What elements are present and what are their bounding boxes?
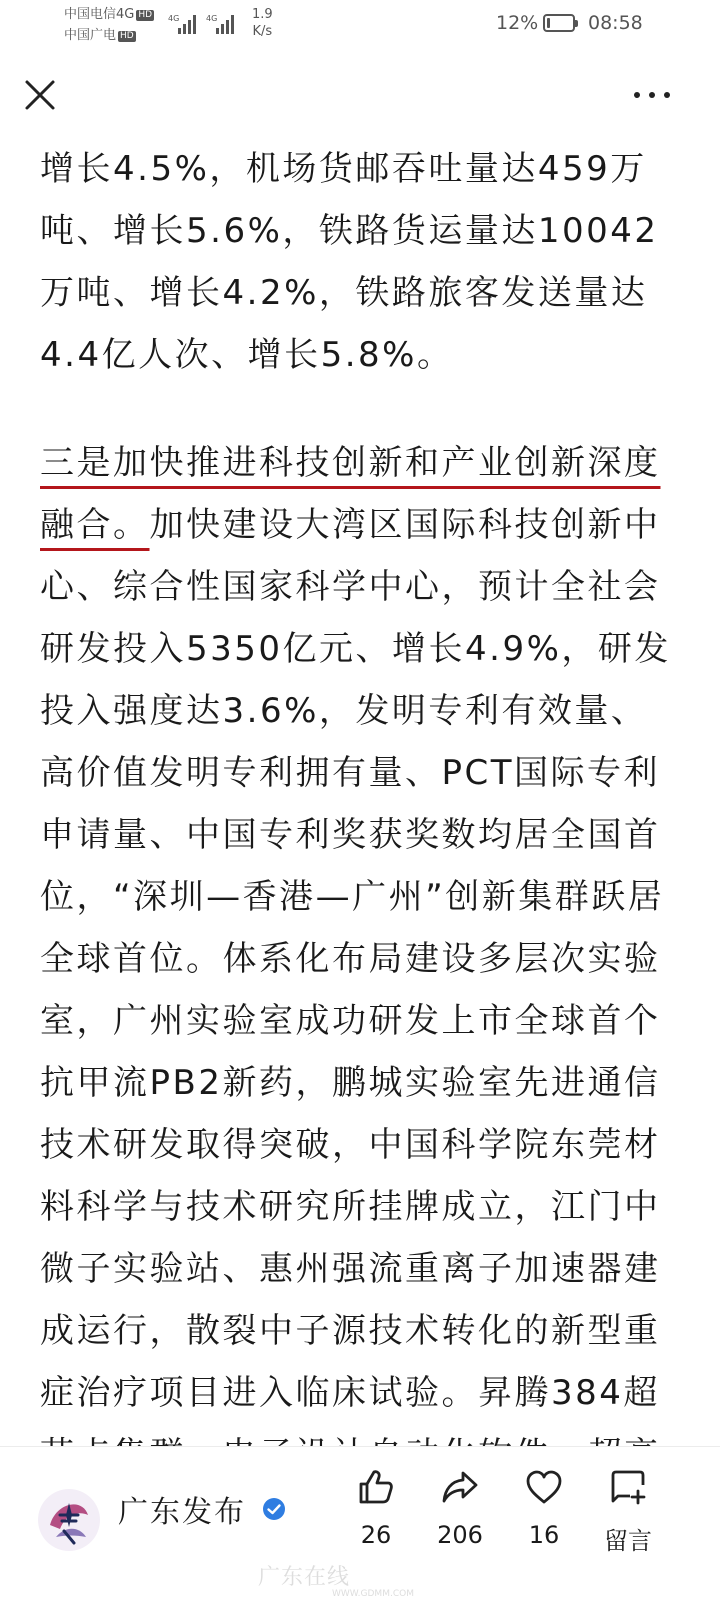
article-paragraph bbox=[40, 432, 680, 1486]
clock: 08:58 bbox=[588, 12, 643, 34]
account-name[interactable]: 广东发布 bbox=[118, 1495, 246, 1530]
network-speed: 1.9 K/s bbox=[252, 7, 273, 39]
comment-button[interactable] bbox=[592, 1467, 664, 1577]
carrier-label-1: 中国电信4G HD bbox=[64, 7, 153, 22]
comment-icon bbox=[608, 1467, 648, 1507]
watermark: 广东在线 WWW.GDMM.COM bbox=[258, 1565, 414, 1599]
share-button[interactable] bbox=[424, 1467, 496, 1577]
close-icon[interactable] bbox=[20, 75, 60, 115]
battery-icon bbox=[543, 14, 575, 32]
like-count: 26 bbox=[360, 1521, 392, 1549]
comment-label: 留言 bbox=[604, 1527, 652, 1555]
favorite-button[interactable] bbox=[508, 1467, 580, 1577]
favorite-count: 16 bbox=[528, 1521, 560, 1549]
account-logo[interactable] bbox=[36, 1485, 102, 1555]
paragraph-text: 加快建设大湾区国际科技创新中心、综合性国家科学中心，预计全社会研发投入5350亿元、增长4.9%，研发投入强度达3.6%，发明专利有效量、高价值发明专利拥有量、PCT国际专利申请量、中国专利奖获奖数均居全国首位，“深圳—香港—广州”创新集群跃居全球首位。体系化布局建设多层次实验室，广州实验室成功研发上市全球首个抗甲流PB2新药，鹏城实验室先进通信技术研发取得突破，中国科学院东莞材料科学与技术研究所挂牌成立，江门中微子实验站、惠州强流重离子加速器建成运行，散裂中子源技术转化的新型重症治疗项目进入临床试验。昇腾384超 bbox=[40, 505, 671, 1413]
top-bar bbox=[0, 50, 720, 140]
verified-icon bbox=[262, 1497, 286, 1521]
article-paragraph: 增长4.5%，机场货邮吞吐量达459万吨、增长5.6%，铁路货运量达10042万吨、增长4.2%，铁路旅客发送量达4.4亿人次、增长5.8%。 bbox=[40, 149, 659, 375]
status-bar: 中国电信4G HD 中国广电 HD 4G 4G 1.9 K/s 12% 08:58 bbox=[64, 7, 643, 43]
more-icon[interactable] bbox=[630, 88, 674, 102]
hd-badge: HD bbox=[120, 31, 134, 41]
carrier-label-2: 中国广电 HD bbox=[64, 28, 134, 43]
highlighted-heading: 三是加快推进科技创新和产业创新深度融合。 bbox=[40, 443, 661, 545]
heart-icon bbox=[524, 1467, 564, 1507]
hd-badge: HD bbox=[138, 10, 153, 20]
share-icon bbox=[440, 1467, 480, 1507]
share-count: 206 bbox=[437, 1521, 483, 1549]
battery-percent: 12% bbox=[496, 12, 539, 34]
article-body bbox=[40, 138, 680, 1440]
thumbs-up-icon bbox=[356, 1467, 396, 1507]
